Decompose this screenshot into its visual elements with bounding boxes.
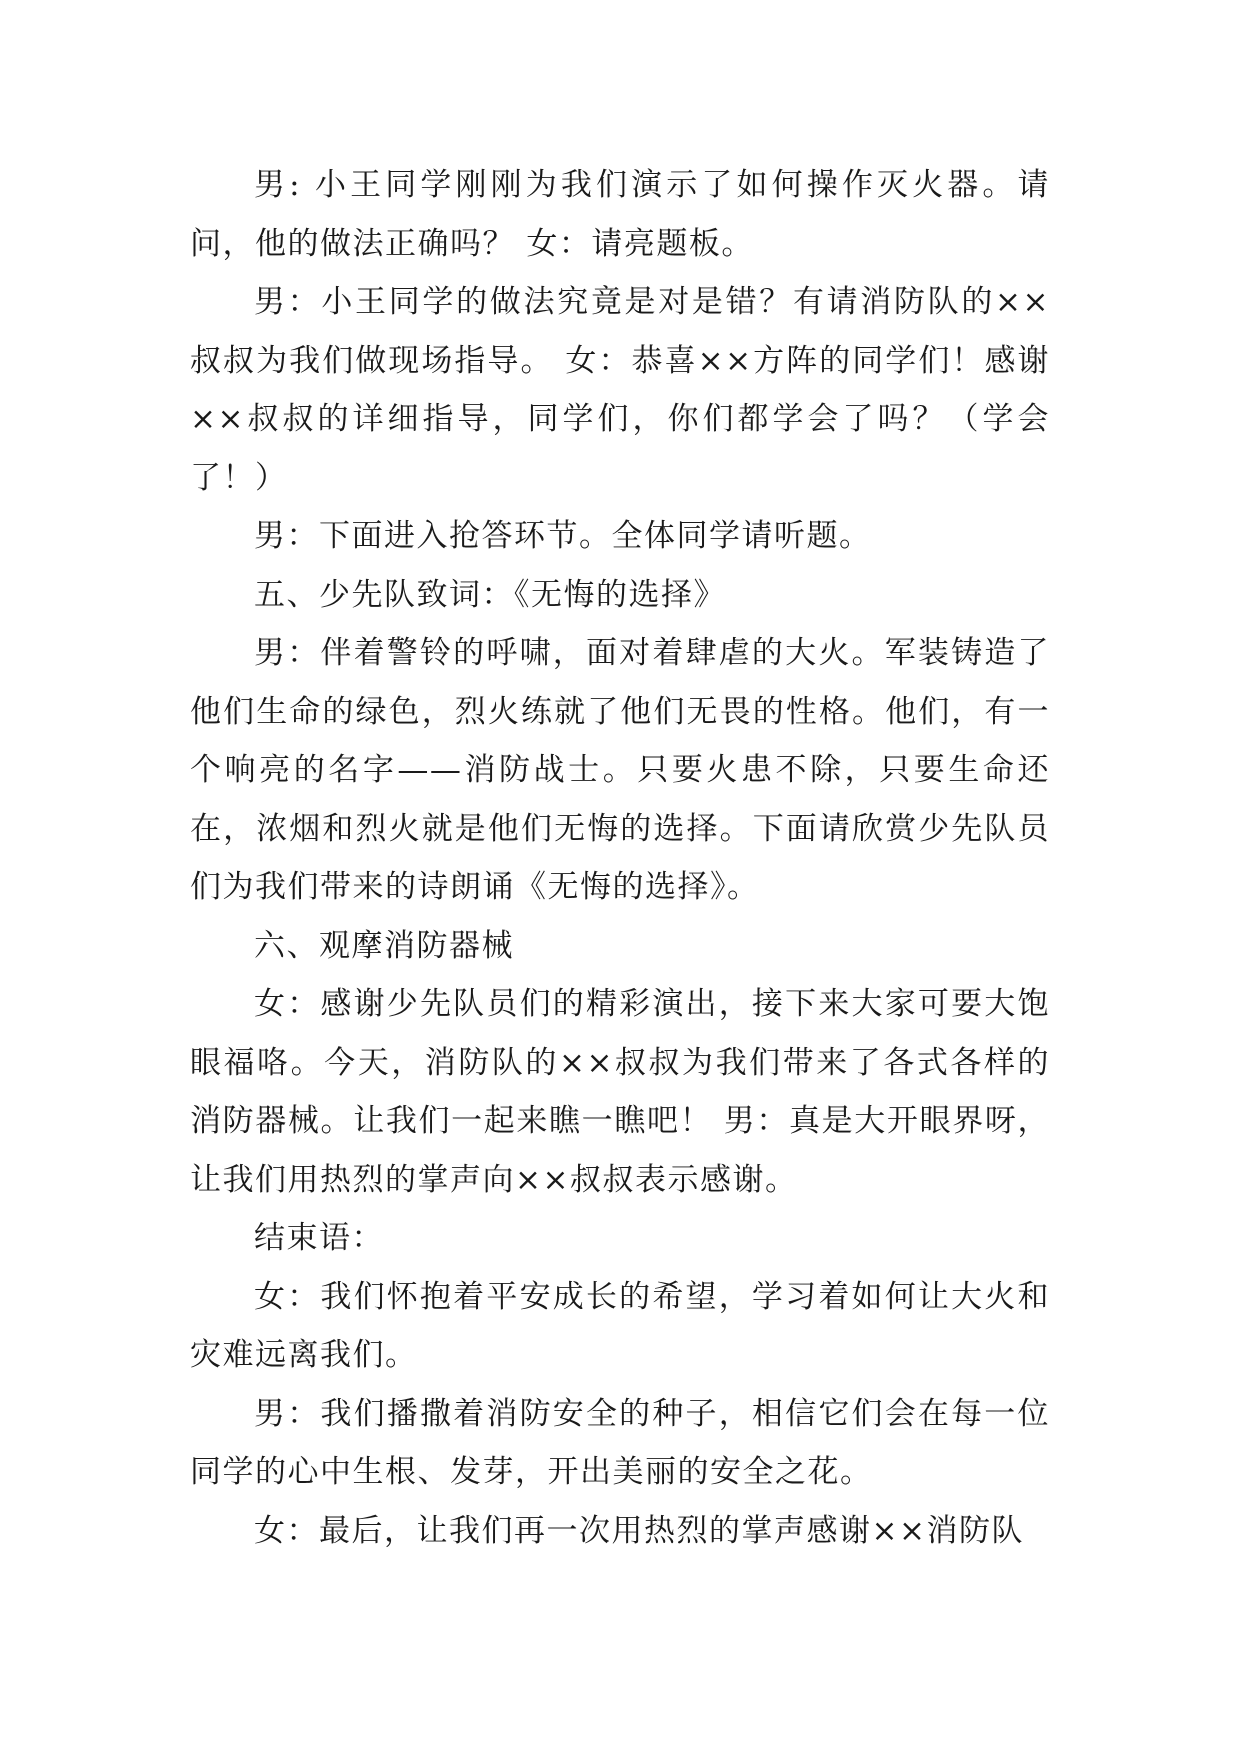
paragraph-firefighters: 男：伴着警铃的呼啸，面对着肆虐的大火。军装铸造了他们生命的绿色，烈火练就了他们无畏的性格。他们，有一个响亮的名字——消防战士。只要火患不除，只要生命还在，浓烟和烈火就是他们无悔的选择。下面请欣赏少先队员们为我们带来的诗朗诵《无悔的选择》。 [190,635,1050,905]
paragraph-closing-male: 男：我们播撒着消防安全的种子，相信它们会在每一位同学的心中生根、发芽，开出美丽的安全之花。 [190,1395,1050,1490]
section-heading-five: 五、少先队致词：《无悔的选择》 [254,576,726,613]
paragraph-closing-female: 女：我们怀抱着平安成长的希望，学习着如何让大火和灾难远离我们。 [190,1278,1050,1373]
paragraph-equipment: 女：感谢少先队员们的精彩演出，接下来大家可要大饱眼福咯。今天，消防队的××叔叔为我们带来了各式各样的消防器械。让我们一起来瞧一瞧吧！ 男：真是大开眼界呀，让我们用热烈的掌声向××叔叔表示感谢。 [190,986,1050,1198]
paragraph-question-demo: 男: 小王同学刚刚为我们演示了如何操作灭火器。请问，他的做法正确吗？ 女：请亮题板。 [190,167,1050,262]
paragraph-final: 女：最后，让我们再一次用热烈的掌声感谢××消防队 [254,1512,1024,1549]
paragraph-guidance: 男：小王同学的做法究竟是对是错？有请消防队的××叔叔为我们做现场指导。 女：恭喜××方阵的同学们！感谢××叔叔的详细指导，同学们，你们都学会了吗？（学会了！） [190,284,1050,496]
section-heading-six: 六、观摩消防器械 [254,927,514,964]
document-body [190,156,1050,1560]
paragraph-quiz: 男：下面进入抢答环节。全体同学请听题。 [254,518,872,554]
section-heading-closing: 结束语： [254,1220,384,1256]
